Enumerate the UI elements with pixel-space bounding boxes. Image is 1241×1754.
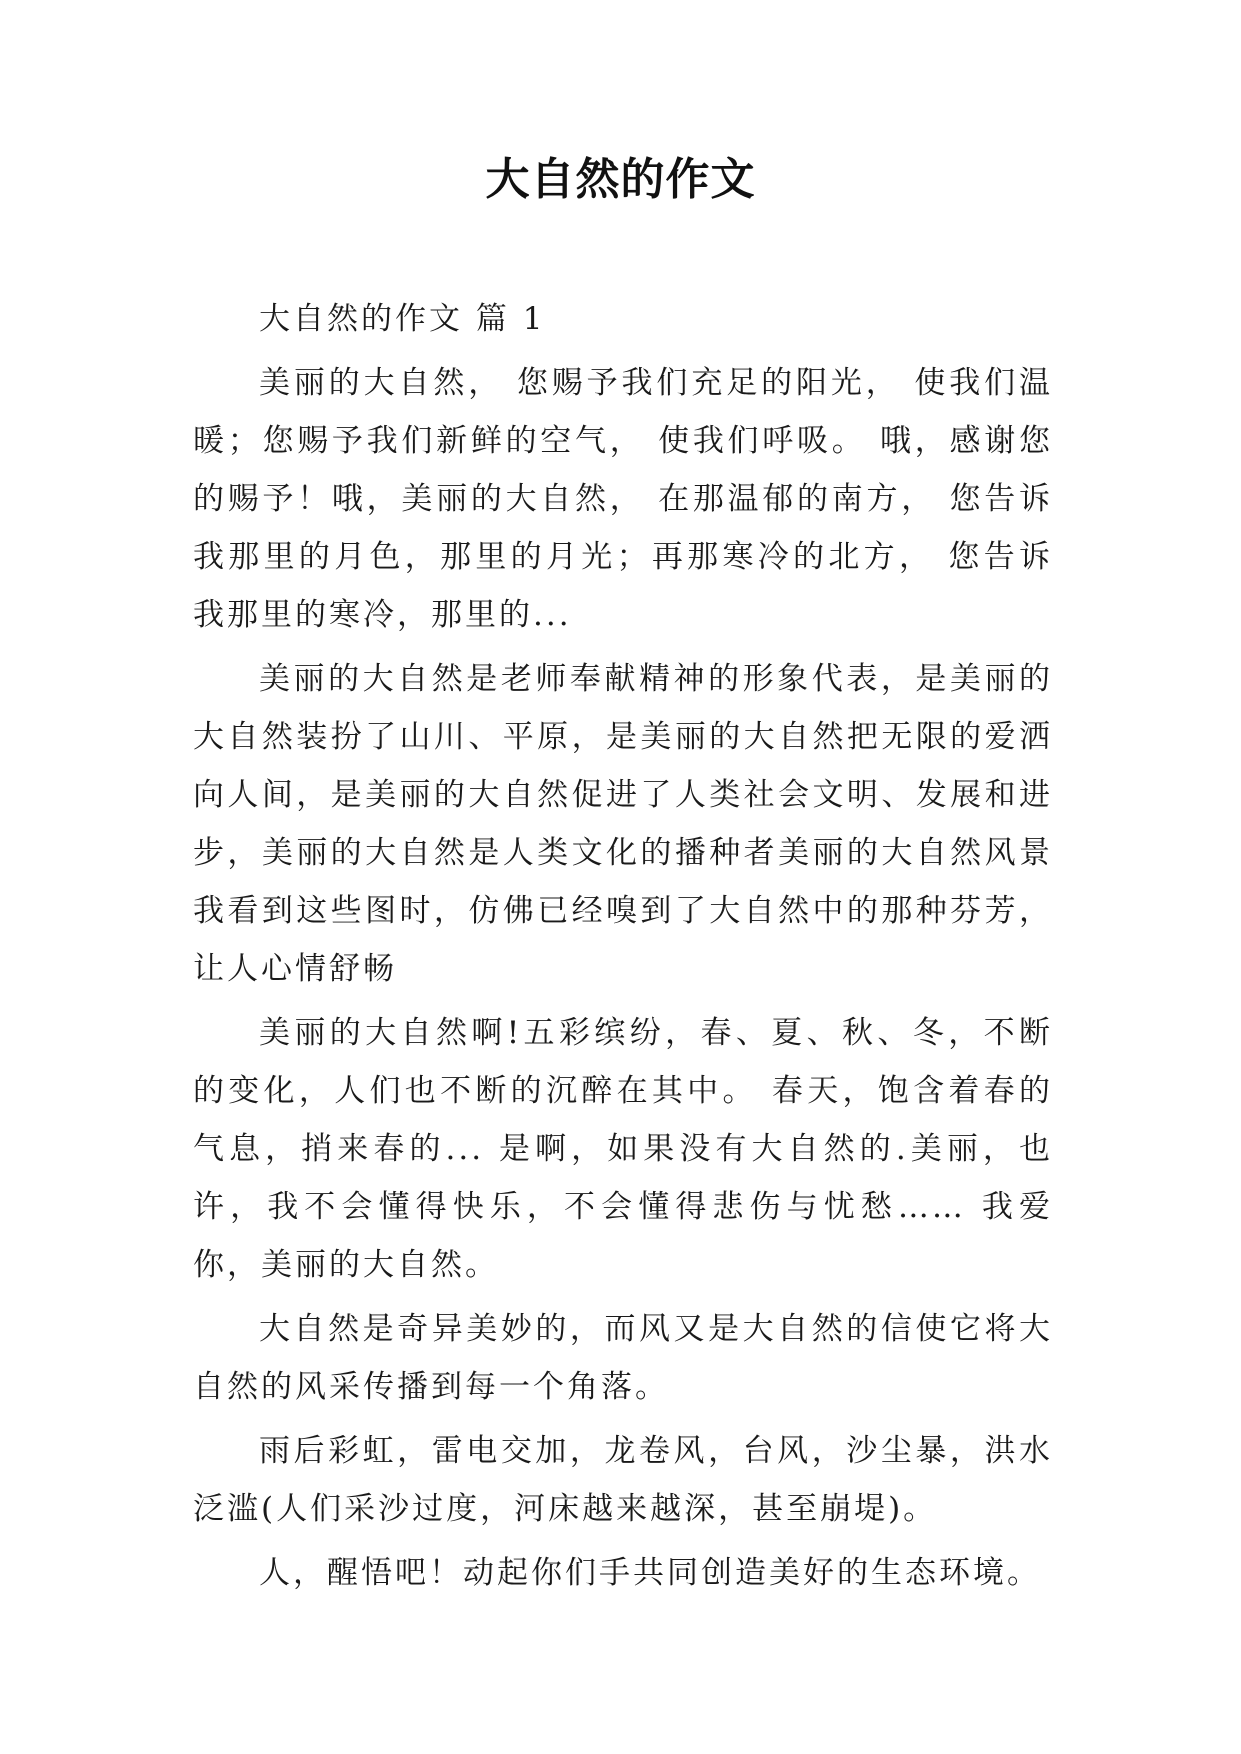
paragraph-4: 大自然是奇异美妙的，而风又是大自然的信使它将大自然的风采传播到每一个角落。 bbox=[193, 1311, 1053, 1405]
paragraph-3: 美丽的大自然啊!五彩缤纷，春、夏、秋、冬，不断的变化，人们也不断的沉醉在其中。 春天，饱含着春的气息，捎来春的... 是啊，如果没有大自然的.美丽，也许，我不会懂得快乐，不会懂得悲伤与忧愁…… 我爱你，美丽的大自然。 bbox=[193, 1015, 1053, 1283]
document-body bbox=[193, 290, 1053, 1602]
paragraph-1: 美丽的大自然， 您赐予我们充足的阳光， 使我们温暖；您赐予我们新鲜的空气， 使我们呼吸。 哦，感谢您的赐予！哦，美丽的大自然， 在那温郁的南方， 您告诉我那里的月色，那里的月光；再那寒冷的北方， 您告诉我那里的寒冷，那里的... bbox=[193, 365, 1053, 633]
section-heading: 大自然的作文 篇 1 bbox=[259, 301, 546, 337]
paragraph-2: 美丽的大自然是老师奉献精神的形象代表，是美丽的大自然装扮了山川、平原，是美丽的大自然把无限的爱洒向人间，是美丽的大自然促进了人类社会文明、发展和进步，美丽的大自然是人类文化的播种者美丽的大自然风景 我看到这些图时，仿佛已经嗅到了大自然中的那种芬芳，让人心情舒畅 bbox=[193, 661, 1053, 987]
paragraph-5: 雨后彩虹，雷电交加，龙卷风，台风，沙尘暴，洪水泛滥(人们采沙过度，河床越来越深，甚至崩堤)。 bbox=[193, 1433, 1053, 1527]
document-title: 大自然的作文 bbox=[485, 154, 756, 205]
paragraph-6: 人，醒悟吧！动起你们手共同创造美好的生态环境。 bbox=[259, 1555, 1041, 1591]
